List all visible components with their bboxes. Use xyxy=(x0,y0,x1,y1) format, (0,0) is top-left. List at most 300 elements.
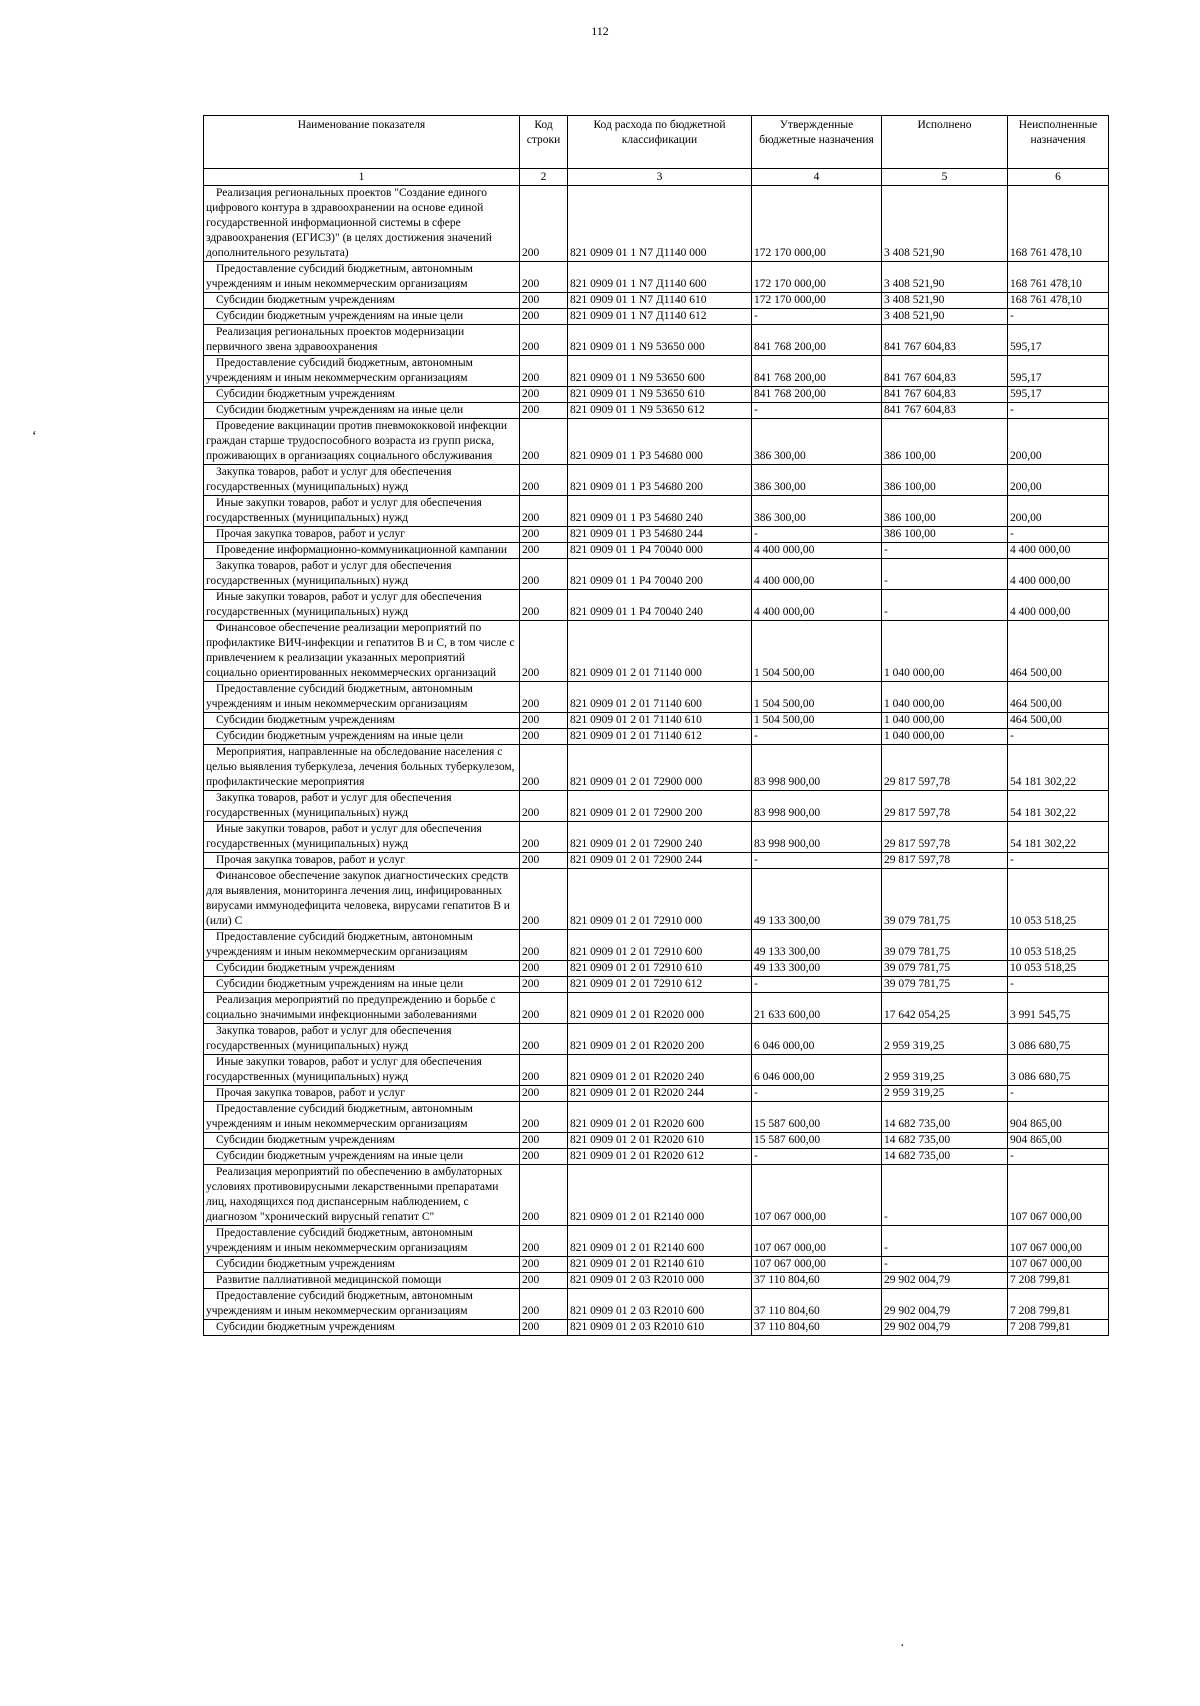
unexecuted-amount-cell xyxy=(1008,1149,1109,1165)
unexecuted-amount: 464 500,00 xyxy=(1010,667,1062,679)
executed-amount-cell xyxy=(882,682,1008,713)
unexecuted-amount-cell xyxy=(1008,1273,1109,1289)
indicator-name-cell xyxy=(204,1273,520,1289)
unexecuted-amount-cell xyxy=(1008,869,1109,930)
budget-code-cell xyxy=(568,1320,752,1336)
line-code-cell xyxy=(520,590,568,621)
indicator-name: Прочая закупка товаров, работ и услуг xyxy=(216,528,405,540)
budget-code: 821 0909 01 2 01 71140 610 xyxy=(570,714,702,726)
line-code-cell xyxy=(520,993,568,1024)
unexecuted-amount-cell xyxy=(1008,1226,1109,1257)
budget-code-cell xyxy=(568,682,752,713)
approved-amount-cell xyxy=(752,496,882,527)
approved-amount-cell xyxy=(752,1055,882,1086)
executed-amount: 3 408 521,90 xyxy=(884,278,945,290)
budget-code: 821 0909 01 2 03 R2010 000 xyxy=(570,1274,705,1286)
executed-amount-cell xyxy=(882,325,1008,356)
unexecuted-amount-cell xyxy=(1008,403,1109,419)
budget-code-cell xyxy=(568,853,752,869)
header-line-code: Код строки xyxy=(520,116,568,169)
approved-amount-cell xyxy=(752,262,882,293)
indicator-name: Предоставление субсидий бюджетным, автономным учреждениям и иным некоммерческим организациям xyxy=(206,263,473,290)
indicator-name-cell xyxy=(204,869,520,930)
unexecuted-amount-cell xyxy=(1008,745,1109,791)
line-code-cell xyxy=(520,713,568,729)
budget-code-cell xyxy=(568,930,752,961)
unexecuted-amount-cell xyxy=(1008,1165,1109,1226)
approved-amount: 49 133 300,00 xyxy=(754,915,821,927)
budget-code-cell xyxy=(568,961,752,977)
indicator-name: Субсидии бюджетным учреждениям xyxy=(216,388,395,400)
approved-amount: 15 587 600,00 xyxy=(754,1134,821,1146)
executed-amount: 17 642 054,25 xyxy=(884,1009,951,1021)
column-number: 1 xyxy=(204,169,520,186)
unexecuted-amount-cell xyxy=(1008,1102,1109,1133)
unexecuted-amount: 168 761 478,10 xyxy=(1010,247,1082,259)
unexecuted-amount-cell xyxy=(1008,1320,1109,1336)
approved-amount-cell xyxy=(752,791,882,822)
indicator-name: Мероприятия, направленные на обследование населения с целью выявления туберкулеза, лечения больных туберкулезом, профилактические мероприятия xyxy=(206,746,515,788)
budget-code: 821 0909 01 1 P4 70040 200 xyxy=(570,575,703,587)
unexecuted-amount-cell xyxy=(1008,729,1109,745)
executed-amount-cell xyxy=(882,419,1008,465)
approved-amount: 172 170 000,00 xyxy=(754,278,826,290)
line-code: 200 xyxy=(522,1118,540,1130)
approved-amount-cell xyxy=(752,1024,882,1055)
approved-amount-cell xyxy=(752,1289,882,1320)
approved-amount-cell xyxy=(752,403,882,419)
line-code-cell xyxy=(520,293,568,309)
approved-amount: - xyxy=(754,1150,758,1162)
budget-code-cell xyxy=(568,791,752,822)
indicator-name-cell xyxy=(204,419,520,465)
table-row xyxy=(204,977,1109,993)
unexecuted-amount: 107 067 000,00 xyxy=(1010,1211,1082,1223)
line-code: 200 xyxy=(522,512,540,524)
indicator-name: Развитие паллиативной медицинской помощи xyxy=(216,1274,442,1286)
executed-amount: 14 682 735,00 xyxy=(884,1150,951,1162)
unexecuted-amount: 7 208 799,81 xyxy=(1010,1321,1071,1333)
budget-code-cell xyxy=(568,745,752,791)
table-row xyxy=(204,993,1109,1024)
unexecuted-amount: 4 400 000,00 xyxy=(1010,606,1071,618)
approved-amount: 841 768 200,00 xyxy=(754,341,826,353)
unexecuted-amount-cell xyxy=(1008,977,1109,993)
unexecuted-amount: 10 053 518,25 xyxy=(1010,915,1077,927)
executed-amount-cell xyxy=(882,559,1008,590)
unexecuted-amount-cell xyxy=(1008,1289,1109,1320)
line-code: 200 xyxy=(522,606,540,618)
executed-amount: 841 767 604,83 xyxy=(884,404,956,416)
line-code-cell xyxy=(520,559,568,590)
unexecuted-amount: - xyxy=(1010,978,1014,990)
approved-amount: 107 067 000,00 xyxy=(754,1242,826,1254)
budget-code: 821 0909 01 2 01 72910 612 xyxy=(570,978,703,990)
budget-code-cell xyxy=(568,621,752,682)
table-row xyxy=(204,729,1109,745)
indicator-name: Предоставление субсидий бюджетным, автономным учреждениям и иным некоммерческим организациям xyxy=(206,683,473,710)
line-code-cell xyxy=(520,325,568,356)
approved-amount: 4 400 000,00 xyxy=(754,606,815,618)
approved-amount-cell xyxy=(752,713,882,729)
header-executed: Исполнено xyxy=(882,116,1008,169)
indicator-name-cell xyxy=(204,1102,520,1133)
indicator-name: Иные закупки товаров, работ и услуг для обеспечения государственных (муниципальных) нужд xyxy=(206,591,482,618)
budget-code-cell xyxy=(568,496,752,527)
executed-amount-cell xyxy=(882,869,1008,930)
unexecuted-amount-cell xyxy=(1008,1055,1109,1086)
unexecuted-amount-cell xyxy=(1008,496,1109,527)
indicator-name: Субсидии бюджетным учреждениям на иные цели xyxy=(216,978,464,990)
indicator-name-cell xyxy=(204,1055,520,1086)
executed-amount-cell xyxy=(882,853,1008,869)
indicator-name-cell xyxy=(204,590,520,621)
indicator-name: Реализация региональных проектов модернизации первичного звена здравоохранения xyxy=(206,326,465,353)
indicator-name: Иные закупки товаров, работ и услуг для обеспечения государственных (муниципальных) нужд xyxy=(206,497,482,524)
executed-amount-cell xyxy=(882,496,1008,527)
indicator-name: Закупка товаров, работ и услуг для обеспечения государственных (муниципальных) нужд xyxy=(206,560,452,587)
approved-amount: 4 400 000,00 xyxy=(754,575,815,587)
indicator-name-cell xyxy=(204,713,520,729)
budget-code-cell xyxy=(568,729,752,745)
approved-amount: 386 300,00 xyxy=(754,512,806,524)
indicator-name: Субсидии бюджетным учреждениям xyxy=(216,1258,395,1270)
approved-amount: - xyxy=(754,1087,758,1099)
table-row xyxy=(204,961,1109,977)
approved-amount: 172 170 000,00 xyxy=(754,247,826,259)
indicator-name-cell xyxy=(204,559,520,590)
line-code-cell xyxy=(520,309,568,325)
column-number: 3 xyxy=(568,169,752,186)
budget-code-cell xyxy=(568,262,752,293)
indicator-name-cell xyxy=(204,262,520,293)
unexecuted-amount: - xyxy=(1010,528,1014,540)
executed-amount-cell xyxy=(882,527,1008,543)
approved-amount-cell xyxy=(752,559,882,590)
executed-amount-cell xyxy=(882,186,1008,262)
line-code: 200 xyxy=(522,388,540,400)
line-code-cell xyxy=(520,262,568,293)
line-code: 200 xyxy=(522,807,540,819)
budget-code: 821 0909 01 1 P4 70040 000 xyxy=(570,544,703,556)
budget-code: 821 0909 01 2 01 R2020 612 xyxy=(570,1150,705,1162)
indicator-name-cell xyxy=(204,1024,520,1055)
executed-amount: 29 902 004,79 xyxy=(884,1305,951,1317)
unexecuted-amount: 4 400 000,00 xyxy=(1010,575,1071,587)
approved-amount-cell xyxy=(752,527,882,543)
unexecuted-amount: 904 865,00 xyxy=(1010,1118,1062,1130)
table-row xyxy=(204,1024,1109,1055)
line-code-cell xyxy=(520,1024,568,1055)
table-row xyxy=(204,930,1109,961)
budget-code-cell xyxy=(568,993,752,1024)
budget-code-cell xyxy=(568,1257,752,1273)
budget-code-cell xyxy=(568,1273,752,1289)
unexecuted-amount-cell xyxy=(1008,262,1109,293)
executed-amount: 3 408 521,90 xyxy=(884,310,945,322)
line-code-cell xyxy=(520,1055,568,1086)
budget-code: 821 0909 01 2 01 71140 612 xyxy=(570,730,702,742)
indicator-name: Прочая закупка товаров, работ и услуг xyxy=(216,854,405,866)
line-code-cell xyxy=(520,961,568,977)
line-code-cell xyxy=(520,791,568,822)
executed-amount-cell xyxy=(882,543,1008,559)
indicator-name-cell xyxy=(204,977,520,993)
executed-amount-cell xyxy=(882,1320,1008,1336)
indicator-name: Закупка товаров, работ и услуг для обеспечения государственных (муниципальных) нужд xyxy=(206,466,452,493)
executed-amount: 3 408 521,90 xyxy=(884,294,945,306)
budget-code-cell xyxy=(568,1102,752,1133)
line-code: 200 xyxy=(522,1242,540,1254)
unexecuted-amount-cell xyxy=(1008,621,1109,682)
line-code: 200 xyxy=(522,776,540,788)
executed-amount-cell xyxy=(882,1165,1008,1226)
approved-amount-cell xyxy=(752,309,882,325)
approved-amount: 6 046 000,00 xyxy=(754,1071,815,1083)
indicator-name: Финансовое обеспечение реализации мероприятий по профилактике ВИЧ-инфекции и гепатитов В и С, в том числе с привлечением к реализации указанных мероприятий социально ориентированных некоммерческих организаций xyxy=(206,622,515,679)
line-code-cell xyxy=(520,1165,568,1226)
line-code: 200 xyxy=(522,481,540,493)
indicator-name: Предоставление субсидий бюджетным, автономным учреждениям и иным некоммерческим организациям xyxy=(206,931,473,958)
approved-amount: 37 110 804,60 xyxy=(754,1305,820,1317)
budget-code-cell xyxy=(568,1289,752,1320)
table-row xyxy=(204,1102,1109,1133)
line-code-cell xyxy=(520,356,568,387)
line-code: 200 xyxy=(522,544,540,556)
budget-code-cell xyxy=(568,977,752,993)
line-code: 200 xyxy=(522,341,540,353)
budget-code: 821 0909 01 1 N7 Д1140 000 xyxy=(570,247,707,259)
indicator-name-cell xyxy=(204,496,520,527)
unexecuted-amount: 200,00 xyxy=(1010,512,1042,524)
budget-code: 821 0909 01 2 01 72900 244 xyxy=(570,854,703,866)
table-row xyxy=(204,186,1109,262)
unexecuted-amount: - xyxy=(1010,730,1014,742)
executed-amount: 29 902 004,79 xyxy=(884,1274,951,1286)
line-code-cell xyxy=(520,1102,568,1133)
table-row xyxy=(204,1086,1109,1102)
table-row xyxy=(204,527,1109,543)
executed-amount-cell xyxy=(882,1133,1008,1149)
line-code: 200 xyxy=(522,1258,540,1270)
executed-amount: 2 959 319,25 xyxy=(884,1071,945,1083)
executed-amount: 1 040 000,00 xyxy=(884,698,945,710)
approved-amount: 37 110 804,60 xyxy=(754,1274,820,1286)
executed-amount-cell xyxy=(882,1086,1008,1102)
table-row xyxy=(204,1289,1109,1320)
approved-amount: 1 504 500,00 xyxy=(754,698,815,710)
approved-amount: 15 587 600,00 xyxy=(754,1118,821,1130)
executed-amount: 29 817 597,78 xyxy=(884,807,951,819)
approved-amount-cell xyxy=(752,590,882,621)
unexecuted-amount: 595,17 xyxy=(1010,388,1042,400)
executed-amount: 29 817 597,78 xyxy=(884,776,951,788)
page-number: 112 xyxy=(591,24,609,38)
unexecuted-amount: - xyxy=(1010,1150,1014,1162)
indicator-name: Прочая закупка товаров, работ и услуг xyxy=(216,1087,405,1099)
line-code-cell xyxy=(520,745,568,791)
unexecuted-amount: 7 208 799,81 xyxy=(1010,1274,1071,1286)
budget-code-cell xyxy=(568,1226,752,1257)
indicator-name: Иные закупки товаров, работ и услуг для обеспечения государственных (муниципальных) нужд xyxy=(206,823,482,850)
indicator-name: Субсидии бюджетным учреждениям на иные цели xyxy=(216,1150,464,1162)
line-code: 200 xyxy=(522,294,540,306)
approved-amount-cell xyxy=(752,869,882,930)
line-code: 200 xyxy=(522,1071,540,1083)
line-code-cell xyxy=(520,465,568,496)
line-code: 200 xyxy=(522,915,540,927)
unexecuted-amount-cell xyxy=(1008,1133,1109,1149)
approved-amount: 107 067 000,00 xyxy=(754,1258,826,1270)
approved-amount-cell xyxy=(752,1133,882,1149)
approved-amount-cell xyxy=(752,745,882,791)
line-code: 200 xyxy=(522,698,540,710)
line-code-cell xyxy=(520,1149,568,1165)
indicator-name-cell xyxy=(204,465,520,496)
budget-code: 821 0909 01 2 01 R2020 244 xyxy=(570,1087,705,1099)
approved-amount-cell xyxy=(752,1273,882,1289)
table-row xyxy=(204,262,1109,293)
line-code-cell xyxy=(520,1320,568,1336)
executed-amount: 386 100,00 xyxy=(884,528,936,540)
budget-code: 821 0909 01 2 01 R2140 610 xyxy=(570,1258,705,1270)
table-header-row xyxy=(204,116,1109,169)
executed-amount-cell xyxy=(882,977,1008,993)
table-row xyxy=(204,1055,1109,1086)
line-code: 200 xyxy=(522,372,540,384)
column-number-row xyxy=(204,169,1109,186)
table-row xyxy=(204,403,1109,419)
indicator-name-cell xyxy=(204,356,520,387)
line-code: 200 xyxy=(522,1009,540,1021)
unexecuted-amount: 54 181 302,22 xyxy=(1010,807,1077,819)
approved-amount: 1 504 500,00 xyxy=(754,714,815,726)
approved-amount-cell xyxy=(752,1226,882,1257)
unexecuted-amount: 595,17 xyxy=(1010,341,1042,353)
table-row xyxy=(204,1165,1109,1226)
indicator-name-cell xyxy=(204,853,520,869)
indicator-name: Финансовое обеспечение закупок диагностических средств для выявления, мониторинга лечения лиц, инфицированных вирусами иммунодефицита человека, вирусами гепатитов В и (или) С xyxy=(206,870,510,927)
indicator-name: Субсидии бюджетным учреждениям xyxy=(216,962,395,974)
line-code-cell xyxy=(520,1257,568,1273)
executed-amount-cell xyxy=(882,713,1008,729)
line-code-cell xyxy=(520,186,568,262)
line-code: 200 xyxy=(522,310,540,322)
executed-amount-cell xyxy=(882,465,1008,496)
unexecuted-amount: 10 053 518,25 xyxy=(1010,946,1077,958)
approved-amount-cell xyxy=(752,1149,882,1165)
executed-amount: 39 079 781,75 xyxy=(884,915,951,927)
line-code: 200 xyxy=(522,714,540,726)
table-row xyxy=(204,465,1109,496)
executed-amount: 29 902 004,79 xyxy=(884,1321,951,1333)
approved-amount: - xyxy=(754,528,758,540)
table-row xyxy=(204,356,1109,387)
table-row xyxy=(204,590,1109,621)
executed-amount-cell xyxy=(882,387,1008,403)
approved-amount: 386 300,00 xyxy=(754,450,806,462)
approved-amount-cell xyxy=(752,1320,882,1336)
budget-code: 821 0909 01 2 03 R2010 600 xyxy=(570,1305,705,1317)
executed-amount-cell xyxy=(882,309,1008,325)
indicator-name-cell xyxy=(204,1086,520,1102)
indicator-name: Субсидии бюджетным учреждениям на иные цели xyxy=(216,730,464,742)
approved-amount-cell xyxy=(752,961,882,977)
executed-amount-cell xyxy=(882,293,1008,309)
indicator-name-cell xyxy=(204,1165,520,1226)
line-code-cell xyxy=(520,621,568,682)
approved-amount: - xyxy=(754,310,758,322)
budget-code: 821 0909 01 2 01 72910 000 xyxy=(570,915,703,927)
executed-amount: - xyxy=(884,575,888,587)
line-code: 200 xyxy=(522,838,540,850)
budget-code-cell xyxy=(568,309,752,325)
budget-code: 821 0909 01 2 01 R2020 240 xyxy=(570,1071,705,1083)
indicator-name-cell xyxy=(204,1149,520,1165)
table-row xyxy=(204,559,1109,590)
budget-code: 821 0909 01 2 01 72900 000 xyxy=(570,776,703,788)
table-row xyxy=(204,822,1109,853)
table-row xyxy=(204,1273,1109,1289)
line-code-cell xyxy=(520,387,568,403)
executed-amount: 39 079 781,75 xyxy=(884,962,951,974)
table-row xyxy=(204,1226,1109,1257)
indicator-name-cell xyxy=(204,1133,520,1149)
line-code-cell xyxy=(520,869,568,930)
executed-amount-cell xyxy=(882,1289,1008,1320)
unexecuted-amount-cell xyxy=(1008,356,1109,387)
column-number: 5 xyxy=(882,169,1008,186)
budget-code-cell xyxy=(568,1165,752,1226)
approved-amount: 37 110 804,60 xyxy=(754,1321,820,1333)
line-code: 200 xyxy=(522,1040,540,1052)
executed-amount: 2 959 319,25 xyxy=(884,1040,945,1052)
unexecuted-amount-cell xyxy=(1008,465,1109,496)
line-code: 200 xyxy=(522,667,540,679)
executed-amount: 841 767 604,83 xyxy=(884,341,956,353)
indicator-name-cell xyxy=(204,543,520,559)
unexecuted-amount: 168 761 478,10 xyxy=(1010,294,1082,306)
indicator-name-cell xyxy=(204,682,520,713)
unexecuted-amount-cell xyxy=(1008,1024,1109,1055)
budget-code-cell xyxy=(568,559,752,590)
indicator-name-cell xyxy=(204,993,520,1024)
unexecuted-amount-cell xyxy=(1008,1086,1109,1102)
executed-amount-cell xyxy=(882,729,1008,745)
table-row xyxy=(204,1149,1109,1165)
approved-amount: - xyxy=(754,730,758,742)
line-code-cell xyxy=(520,729,568,745)
table-row xyxy=(204,853,1109,869)
indicator-name: Субсидии бюджетным учреждениям на иные цели xyxy=(216,310,464,322)
line-code: 200 xyxy=(522,962,540,974)
unexecuted-amount: 3 086 680,75 xyxy=(1010,1040,1071,1052)
line-code: 200 xyxy=(522,730,540,742)
approved-amount-cell xyxy=(752,930,882,961)
executed-amount: 1 040 000,00 xyxy=(884,667,945,679)
indicator-name-cell xyxy=(204,1226,520,1257)
executed-amount-cell xyxy=(882,1273,1008,1289)
table-row xyxy=(204,869,1109,930)
budget-code: 821 0909 01 2 01 R2020 610 xyxy=(570,1134,705,1146)
unexecuted-amount: 107 067 000,00 xyxy=(1010,1242,1082,1254)
line-code: 200 xyxy=(522,575,540,587)
executed-amount-cell xyxy=(882,356,1008,387)
executed-amount-cell xyxy=(882,403,1008,419)
executed-amount: - xyxy=(884,544,888,556)
executed-amount-cell xyxy=(882,1055,1008,1086)
unexecuted-amount-cell xyxy=(1008,387,1109,403)
